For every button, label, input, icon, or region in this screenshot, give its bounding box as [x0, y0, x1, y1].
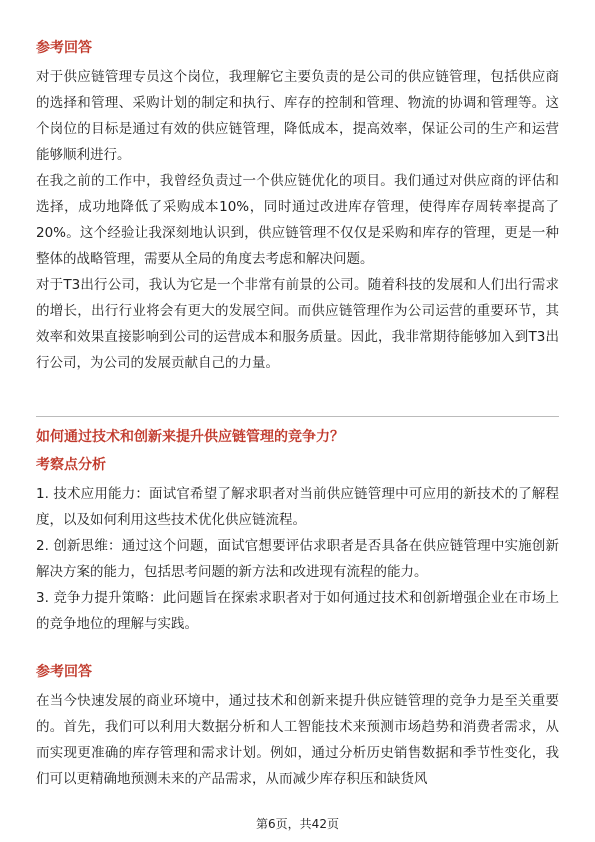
- answer-section-1: [36, 36, 559, 376]
- answer-paragraph: 在当今快速发展的商业环境中，通过技术和创新来提升供应链管理的竞争力是至关重要的。首先，我们可以利用大数据分析和人工智能技术来预测市场趋势和消费者需求，从而实现更准确的库存管理和需求计划。例如，通过分析历史销售数据和季节性变化，我们可以更精确地预测未来的产品需求，从而减少库存积压和缺货风: [36, 693, 559, 787]
- analysis-item: 1. 技术应用能力：面试官希望了解求职者对当前供应链管理中可应用的新技术的了解程度，以及如何利用这些技术优化供应链流程。: [36, 486, 559, 528]
- section-heading: 参考回答: [36, 40, 92, 56]
- section-heading: 参考回答: [36, 664, 92, 680]
- question-section: [36, 425, 559, 449]
- answer-paragraph: 对于T3出行公司，我认为它是一个非常有前景的公司。随着科技的发展和人们出行需求的增长，出行行业将会有更大的发展空间。而供应链管理作为公司运营的重要环节，其效率和效果直接影响到公司的运营成本和服务质量。因此，我非常期待能够加入到T3出行公司，为公司的发展贡献自己的力量。: [36, 277, 559, 371]
- section-divider: [36, 416, 559, 417]
- analysis-item: 2. 创新思维：通过这个问题，面试官想要评估求职者是否具备在供应链管理中实施创新解决方案的能力，包括思考问题的新方法和改进现有流程的能力。: [36, 538, 559, 580]
- analysis-item: 3. 竞争力提升策略：此问题旨在探索求职者对于如何通过技术和创新增强企业在市场上的竞争地位的理解与实践。: [36, 590, 559, 632]
- page-number: 第6页，共42页: [256, 817, 339, 831]
- answer-paragraph: 在我之前的工作中，我曾经负责过一个供应链优化的项目。我们通过对供应商的评估和选择，成功地降低了采购成本10%，同时通过改进库存管理，使得库存周转率提高了20%。这个经验让我深刻地认识到，供应链管理不仅仅是采购和库存的管理，更是一种整体的战略管理，需要从全局的角度去考虑和解决问题。: [36, 173, 559, 267]
- answer-paragraph: 对于供应链管理专员这个岗位，我理解它主要负责的是公司的供应链管理，包括供应商的选择和管理、采购计划的制定和执行、库存的控制和管理、物流的协调和管理等。这个岗位的目标是通过有效的供应链管理，降低成本，提高效率，保证公司的生产和运营能够顺利进行。: [36, 69, 559, 163]
- answer-section-2: [36, 660, 559, 792]
- analysis-section: [36, 453, 559, 637]
- section-heading: 考察点分析: [36, 457, 106, 473]
- question-title: 如何通过技术和创新来提升供应链管理的竞争力？: [36, 429, 344, 445]
